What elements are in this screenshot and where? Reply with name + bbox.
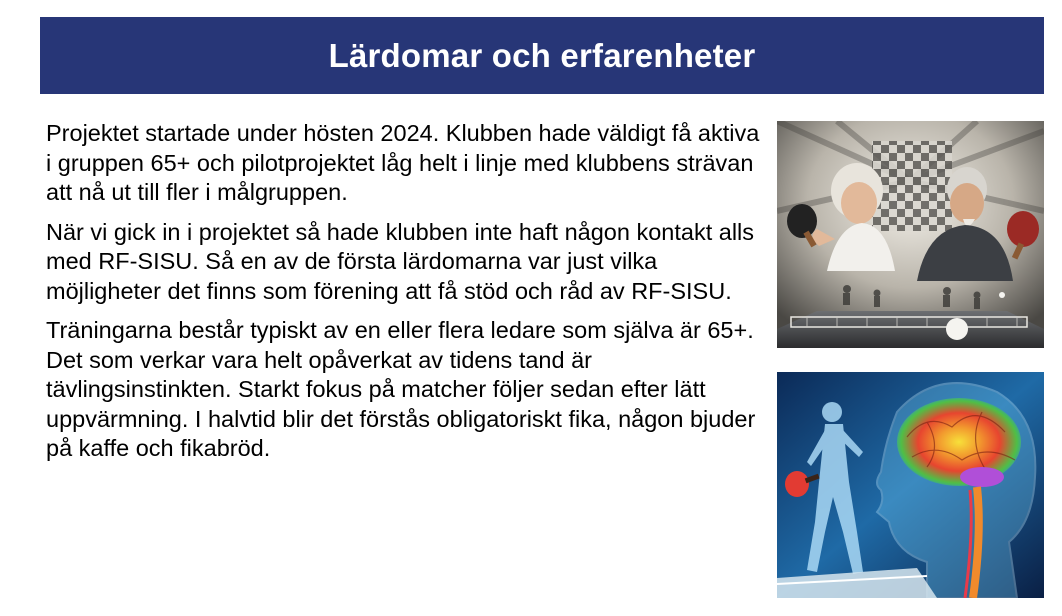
slide-title: Lärdomar och erfarenheter	[328, 36, 756, 74]
title-banner	[40, 17, 1044, 94]
text-body	[46, 119, 764, 474]
paragraph-trainings: Träningarna består typiskt av en eller flera ledare som själva är 65+. Det som verkar vara helt opåverkat av tidens tand är tävlingsinstinkten. Starkt fokus på matcher följer sedan efter lätt uppvärmning. I halvtid blir det förstås obligatoriskt fika, någon bjuder på kaffe och fikabröd.	[46, 317, 756, 461]
brain-xray-player-image	[777, 372, 1044, 598]
paragraph-rf-sisu: När vi gick in i projektet så hade klubben inte haft någon kontakt alls med RF-SISU. Så en av de första lärdomarna var just vilka möjligheter det finns som förening att få stöd och råd av RF-SISU.	[46, 218, 755, 304]
table-tennis-seniors-image	[777, 121, 1044, 348]
paragraph-project-start: Projektet startade under hösten 2024. Klubben hade väldigt få aktiva i gruppen 65+ och pilotprojektet låg helt i linje med klubbens strävan att nå ut till fler i målgruppen.	[46, 120, 760, 205]
